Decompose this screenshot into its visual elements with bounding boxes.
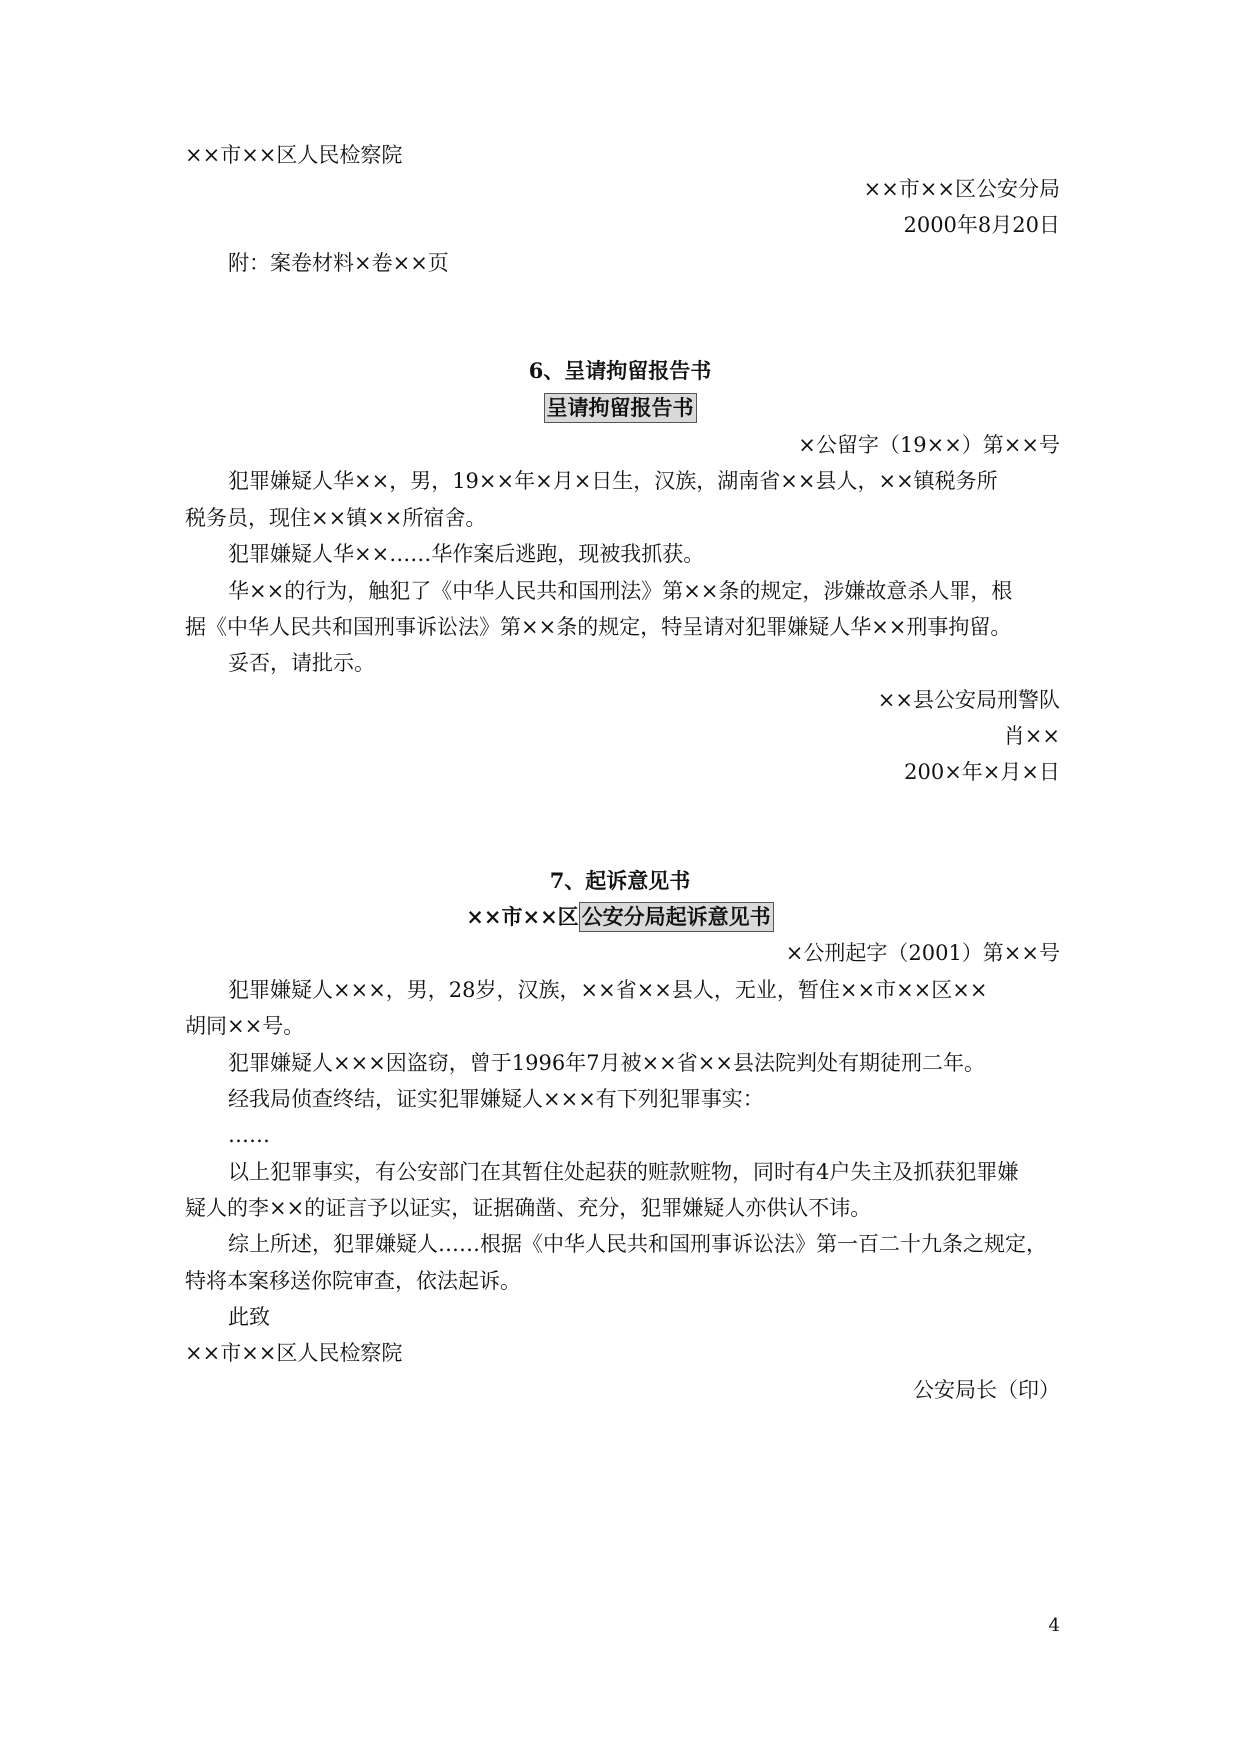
- page-number: 4: [1048, 1615, 1060, 1636]
- section-7-paragraph-1-line-1: 犯罪嫌疑人×××，男，28岁，汉族，××省××县人，无业，暂住××市××区××: [228, 978, 988, 1002]
- section-7-paragraph-3: 经我局侦查终结，证实犯罪嫌疑人×××有下列犯罪事实：: [228, 1087, 764, 1111]
- date-line: 2000年8月20日: [903, 213, 1060, 237]
- section-6-subtitle: [185, 393, 1055, 423]
- section-6-heading: 6、呈请拘留报告书: [528, 358, 712, 383]
- section-7-doc-number: ×公刑起字（2001）第××号: [785, 941, 1060, 965]
- section-6-paragraph-3-line-1: 华××的行为，触犯了《中华人民共和国刑法》第××条的规定，涉嫌故意杀人罪，根: [228, 579, 1013, 603]
- section-7-ellipsis: ……: [228, 1123, 270, 1147]
- section-7-paragraph-1-line-2: 胡同××号。: [185, 1014, 305, 1038]
- section-7-paragraph-5-line-1: 综上所述，犯罪嫌疑人……根据《中华人民共和国刑事诉讼法》第一百二十九条之规定，: [228, 1232, 1047, 1256]
- section-6-paragraph-1-line-1: 犯罪嫌疑人华××，男，19××年×月×日生，汉族，湖南省××县人，××镇税务所: [228, 469, 998, 493]
- section-6-paragraph-1-line-2: 税务员，现住××镇××所宿舍。: [185, 506, 487, 530]
- section-7-paragraph-2: 犯罪嫌疑人×××因盗窃，曾于1996年7月被××省××县法院判处有期徒刑二年。: [228, 1051, 985, 1075]
- recipient-line: ××市××区人民检察院: [185, 143, 403, 167]
- section-6-date: 200×年×月×日: [904, 760, 1060, 784]
- section-6-paragraph-2: 犯罪嫌疑人华××……华作案后逃跑，现被我抓获。: [228, 542, 705, 566]
- attachment-line: 附：案卷材料×卷××页: [228, 251, 449, 275]
- section-7-paragraph-4-line-2: 疑人的李××的证言予以证实，证据确凿、充分，犯罪嫌疑人亦供认不讳。: [185, 1196, 872, 1220]
- section-7-subtitle-prefix: ××市××区: [466, 904, 579, 929]
- section-7-closing: 此致: [228, 1305, 270, 1329]
- section-6-doc-number: ×公留字（19××）第××号: [798, 433, 1060, 457]
- section-7-recipient: ××市××区人民检察院: [185, 1341, 403, 1365]
- sender-line: ××市××区公安分局: [863, 177, 1060, 201]
- section-6-signer-name: 肖××: [1003, 724, 1060, 748]
- section-7-heading: 7、起诉意见书: [549, 868, 691, 893]
- section-7-subtitle-box: 公安分局起诉意见书: [579, 902, 774, 932]
- section-7-paragraph-5-line-2: 特将本案移送你院审查，依法起诉。: [185, 1269, 521, 1293]
- section-6-paragraph-3-line-2: 据《中华人民共和国刑事诉讼法》第××条的规定，特呈请对犯罪嫌疑人华××刑事拘留。: [185, 615, 1012, 639]
- section-6-paragraph-4: 妥否，请批示。: [228, 651, 375, 675]
- section-6-subtitle-box: 呈请拘留报告书: [544, 393, 697, 423]
- section-7-subtitle: [185, 902, 1055, 932]
- section-7-paragraph-4-line-1: 以上犯罪事实，有公安部门在其暂住处起获的赃款赃物，同时有4户失主及抓获犯罪嫌: [228, 1160, 1019, 1184]
- section-7-signer: 公安局长（印）: [913, 1378, 1060, 1402]
- section-6-signer-org: ××县公安局刑警队: [877, 688, 1060, 712]
